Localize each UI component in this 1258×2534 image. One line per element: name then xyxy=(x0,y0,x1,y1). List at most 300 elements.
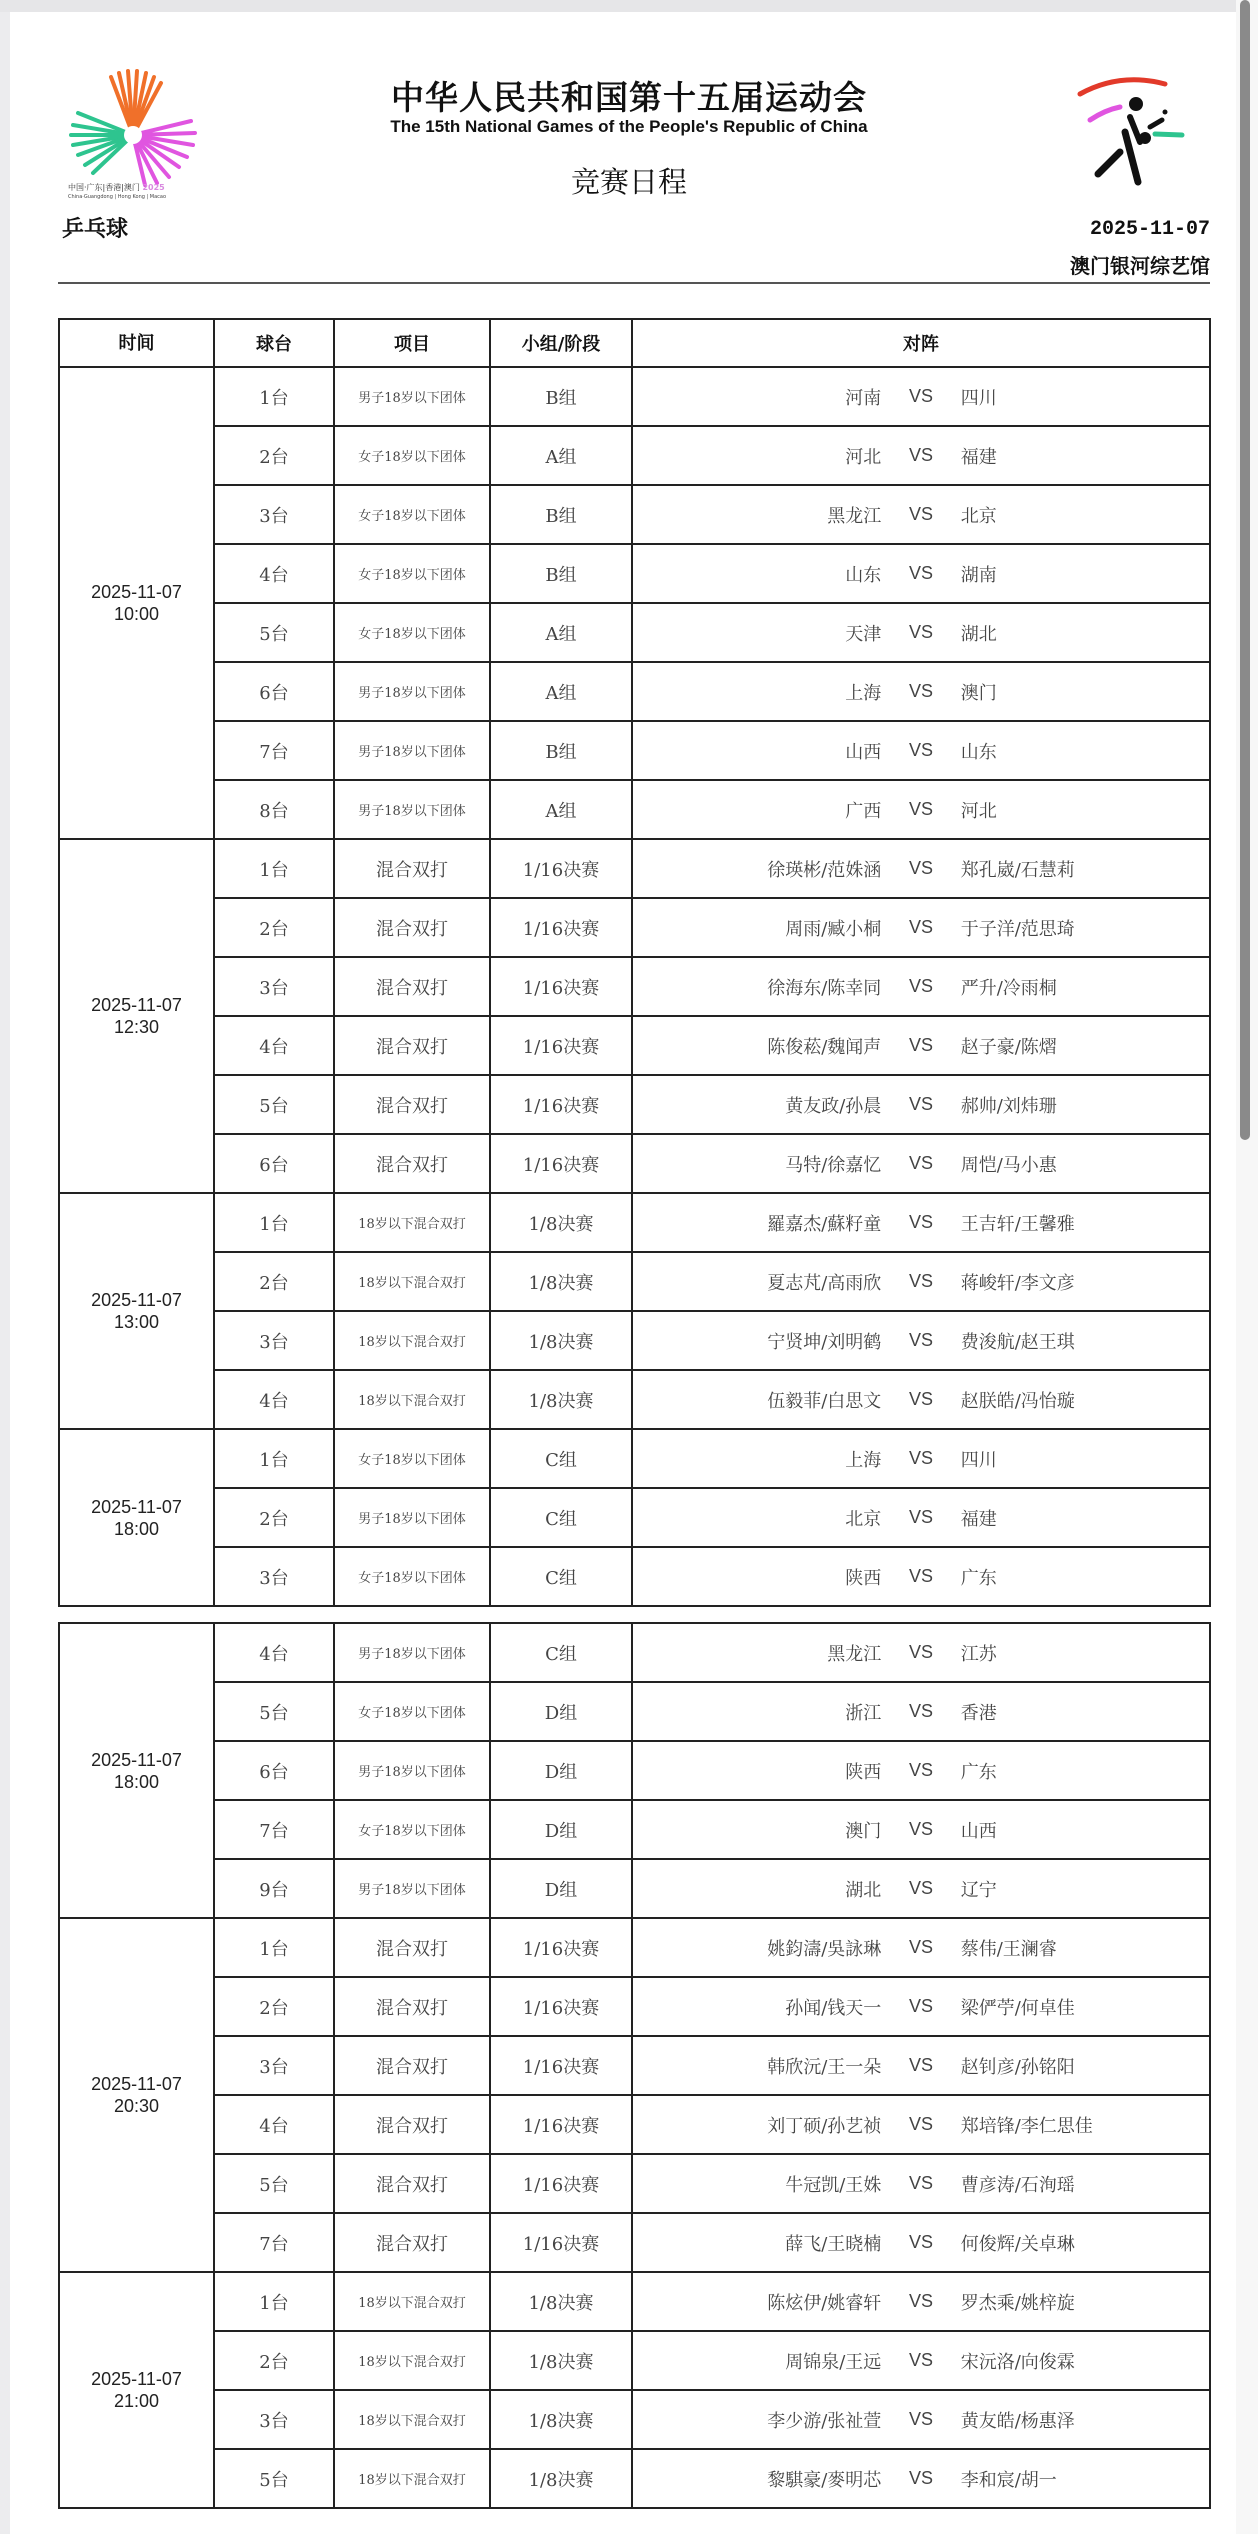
home-side: 上海 xyxy=(845,682,882,704)
vs-label: VS xyxy=(909,858,934,878)
home-side: 姚鈞濤/吳詠琳 xyxy=(767,1938,882,1960)
schedule-date: 2025-11-07 xyxy=(1089,218,1210,241)
away-side: 广东 xyxy=(960,1761,997,1783)
home-side: 黎騏豪/麥明芯 xyxy=(767,2469,882,2491)
matchup xyxy=(633,2466,1209,2492)
event-name: 18岁以下混合双打 xyxy=(334,1193,490,1252)
vs-label: VS xyxy=(909,2409,934,2429)
table-row xyxy=(59,780,1210,839)
event-name: 男子18岁以下团体 xyxy=(334,721,490,780)
vs-label: VS xyxy=(909,1448,934,1468)
event-name: 女子18岁以下团体 xyxy=(334,603,490,662)
schedule-table-continued xyxy=(58,1622,1211,2509)
matchup-cell xyxy=(632,1370,1210,1429)
vs-label: VS xyxy=(909,976,934,996)
table-row xyxy=(59,1370,1210,1429)
matchup xyxy=(633,1210,1209,1236)
page-subtitle: 竞赛日程 xyxy=(570,165,687,199)
table-row xyxy=(59,1623,1210,1682)
group-stage: 1/8决赛 xyxy=(490,1311,632,1370)
event-name: 混合双打 xyxy=(334,1918,490,1977)
away-side: 赵朕皓/冯怡璇 xyxy=(960,1390,1075,1412)
table-row xyxy=(59,2095,1210,2154)
home-side: 广西 xyxy=(845,800,882,822)
group-stage: D组 xyxy=(490,1741,632,1800)
home-side: 周锦泉/王远 xyxy=(785,2351,882,2373)
away-side: 福建 xyxy=(960,446,997,468)
matchup xyxy=(633,1817,1209,1843)
event-name: 18岁以下混合双打 xyxy=(334,1370,490,1429)
event-name: 混合双打 xyxy=(334,839,490,898)
group-stage: D组 xyxy=(490,1800,632,1859)
group-stage: 1/8决赛 xyxy=(490,2272,632,2331)
table-row xyxy=(59,603,1210,662)
event-name: 混合双打 xyxy=(334,1075,490,1134)
event-name: 女子18岁以下团体 xyxy=(334,1547,490,1606)
group-stage: 1/8决赛 xyxy=(490,1370,632,1429)
home-side: 黑龙江 xyxy=(827,505,882,527)
vertical-scrollbar[interactable] xyxy=(1236,0,1258,2534)
table-number: 6台 xyxy=(214,1741,334,1800)
scrollbar-thumb[interactable] xyxy=(1240,0,1250,1140)
table-row xyxy=(59,1252,1210,1311)
group-stage: C组 xyxy=(490,1623,632,1682)
matchup-cell xyxy=(632,2095,1210,2154)
matchup-cell xyxy=(632,1682,1210,1741)
vs-label: VS xyxy=(909,2173,934,2193)
table-row xyxy=(59,1016,1210,1075)
event-name: 女子18岁以下团体 xyxy=(334,426,490,485)
table-row xyxy=(59,721,1210,780)
home-side: 宁贤坤/刘明鹤 xyxy=(767,1331,882,1353)
group-stage: 1/8决赛 xyxy=(490,1193,632,1252)
matchup-cell xyxy=(632,2390,1210,2449)
vs-label: VS xyxy=(909,1760,934,1780)
event-name: 混合双打 xyxy=(334,1016,490,1075)
away-side: 王吉轩/王馨雅 xyxy=(960,1213,1075,1235)
table-number: 4台 xyxy=(214,2095,334,2154)
matchup xyxy=(633,915,1209,941)
group-stage: A组 xyxy=(490,603,632,662)
home-side: 黑龙江 xyxy=(827,1643,882,1665)
group-stage: 1/8决赛 xyxy=(490,1252,632,1311)
table-number: 1台 xyxy=(214,367,334,426)
matchup xyxy=(633,1640,1209,1666)
vs-label: VS xyxy=(909,799,934,819)
event-name: 男子18岁以下团体 xyxy=(334,1623,490,1682)
table-number: 3台 xyxy=(214,957,334,1016)
group-stage: B组 xyxy=(490,544,632,603)
matchup-cell xyxy=(632,1977,1210,2036)
group-stage: A组 xyxy=(490,426,632,485)
home-side: 陈俊菘/魏闻声 xyxy=(767,1036,882,1058)
matchup-cell xyxy=(632,1488,1210,1547)
event-name: 混合双打 xyxy=(334,898,490,957)
matchup xyxy=(633,443,1209,469)
header-divider xyxy=(58,282,1210,284)
logo-tagline-en: China·Guangdong | Hong Kong | Macao xyxy=(68,194,167,200)
table-number: 5台 xyxy=(214,1682,334,1741)
table-row xyxy=(59,1682,1210,1741)
event-name: 男子18岁以下团体 xyxy=(334,1859,490,1918)
event-name: 男子18岁以下团体 xyxy=(334,780,490,839)
home-side: 陈炫伊/姚睿轩 xyxy=(767,2292,882,2314)
table-number: 1台 xyxy=(214,1429,334,1488)
matchup-cell xyxy=(632,1918,1210,1977)
matchup xyxy=(633,2407,1209,2433)
matchup xyxy=(633,561,1209,587)
group-stage: 1/8决赛 xyxy=(490,2449,632,2508)
table-row xyxy=(59,839,1210,898)
table-number: 1台 xyxy=(214,1193,334,1252)
matchup xyxy=(633,1446,1209,1472)
session-date: 2025-11-07 xyxy=(91,2074,182,2094)
table-number: 3台 xyxy=(214,1547,334,1606)
event-name: 混合双打 xyxy=(334,957,490,1016)
away-side: 湖南 xyxy=(960,564,997,586)
table-row xyxy=(59,426,1210,485)
matchup-cell xyxy=(632,1252,1210,1311)
away-side: 四川 xyxy=(960,1449,997,1471)
table-number: 4台 xyxy=(214,1370,334,1429)
matchup xyxy=(633,1328,1209,1354)
table-row xyxy=(59,2213,1210,2272)
away-side: 黄友皓/杨惠泽 xyxy=(960,2410,1075,2432)
event-name: 男子18岁以下团体 xyxy=(334,1488,490,1547)
away-side: 湖北 xyxy=(960,623,997,645)
matchup xyxy=(633,797,1209,823)
away-side: 费浚航/赵王琪 xyxy=(960,1331,1075,1353)
group-stage: 1/16决赛 xyxy=(490,898,632,957)
table-number: 5台 xyxy=(214,2449,334,2508)
matchup-cell xyxy=(632,1800,1210,1859)
away-side: 郝帅/刘炜珊 xyxy=(960,1095,1057,1117)
table-row xyxy=(59,1134,1210,1193)
home-side: 伍毅菲/白思文 xyxy=(767,1390,882,1412)
matchup-cell xyxy=(632,1429,1210,1488)
home-side: 周雨/臧小桐 xyxy=(785,918,882,940)
matchup xyxy=(633,1033,1209,1059)
matchup xyxy=(633,1994,1209,2020)
matchup xyxy=(633,1269,1209,1295)
group-stage: B组 xyxy=(490,485,632,544)
home-side: 河南 xyxy=(845,387,882,409)
matchup-cell xyxy=(632,662,1210,721)
table-number: 5台 xyxy=(214,603,334,662)
matchup xyxy=(633,679,1209,705)
home-side: 韩欣沅/王一朵 xyxy=(767,2056,882,2078)
event-name: 男子18岁以下团体 xyxy=(334,1741,490,1800)
schedule-table xyxy=(58,318,1211,1607)
session-time: 21:00 xyxy=(113,2391,160,2411)
table-row xyxy=(59,1741,1210,1800)
table-row xyxy=(59,2036,1210,2095)
vs-label: VS xyxy=(909,504,934,524)
table-number: 4台 xyxy=(214,544,334,603)
matchup-cell xyxy=(632,2213,1210,2272)
away-side: 澳门 xyxy=(960,682,997,704)
home-side: 徐海东/陈幸同 xyxy=(767,977,882,999)
matchup-cell xyxy=(632,1075,1210,1134)
table-row xyxy=(59,485,1210,544)
group-stage: 1/16决赛 xyxy=(490,2154,632,2213)
table-number: 7台 xyxy=(214,2213,334,2272)
table-number: 2台 xyxy=(214,1488,334,1547)
away-side: 赵子豪/陈熠 xyxy=(960,1036,1057,1058)
matchup xyxy=(633,1935,1209,1961)
matchup xyxy=(633,2171,1209,2197)
vs-label: VS xyxy=(909,2055,934,2075)
session-time-cell xyxy=(59,367,214,839)
vs-label: VS xyxy=(909,1642,934,1662)
matchup-cell xyxy=(632,898,1210,957)
group-stage: B组 xyxy=(490,367,632,426)
vs-label: VS xyxy=(909,1507,934,1527)
event-name: 18岁以下混合双打 xyxy=(334,2272,490,2331)
matchup-cell xyxy=(632,485,1210,544)
home-side: 浙江 xyxy=(845,1702,882,1724)
vs-label: VS xyxy=(909,1212,934,1232)
logo-tagline-year: 2025 xyxy=(142,183,165,192)
home-side: 黄友政/孙晨 xyxy=(785,1095,882,1117)
matchup-cell xyxy=(632,1311,1210,1370)
away-side: 于子洋/范思琦 xyxy=(960,918,1075,940)
away-side: 李和宸/胡一 xyxy=(960,2469,1057,2491)
group-stage: B组 xyxy=(490,721,632,780)
group-stage: 1/16决赛 xyxy=(490,1134,632,1193)
event-name: 女子18岁以下团体 xyxy=(334,544,490,603)
matchup xyxy=(633,1876,1209,1902)
group-stage: 1/8决赛 xyxy=(490,2331,632,2390)
session-time-cell xyxy=(59,1918,214,2272)
table-number: 3台 xyxy=(214,1311,334,1370)
vs-label: VS xyxy=(909,386,934,406)
session-date: 2025-11-07 xyxy=(91,2369,182,2389)
away-side: 北京 xyxy=(960,505,997,527)
vs-label: VS xyxy=(909,2350,934,2370)
matchup-cell xyxy=(632,1193,1210,1252)
vs-label: VS xyxy=(909,2291,934,2311)
table-number: 5台 xyxy=(214,1075,334,1134)
matchup-cell xyxy=(632,1623,1210,1682)
page-title-en: The 15th National Games of the People's Republic of China xyxy=(390,117,868,136)
away-side: 何俊辉/关卓琳 xyxy=(960,2233,1075,2255)
table-number: 2台 xyxy=(214,1252,334,1311)
table-number: 4台 xyxy=(214,1623,334,1682)
table-number: 9台 xyxy=(214,1859,334,1918)
group-stage: 1/16决赛 xyxy=(490,1977,632,2036)
session-time-cell xyxy=(59,1623,214,1918)
matchup-cell xyxy=(632,839,1210,898)
home-side: 夏志芃/高雨欣 xyxy=(767,1272,882,1294)
table-number: 2台 xyxy=(214,426,334,485)
vs-label: VS xyxy=(909,2114,934,2134)
away-side: 严升/冷雨桐 xyxy=(960,977,1057,999)
matchup xyxy=(633,1564,1209,1590)
matchup-cell xyxy=(632,2154,1210,2213)
table-row xyxy=(59,2331,1210,2390)
event-name: 18岁以下混合双打 xyxy=(334,2390,490,2449)
table-number: 6台 xyxy=(214,662,334,721)
matchup-cell xyxy=(632,544,1210,603)
away-side: 赵钊彦/孙铭阳 xyxy=(960,2056,1075,2078)
matchup-cell xyxy=(632,603,1210,662)
vs-label: VS xyxy=(909,2468,934,2488)
table-row xyxy=(59,1075,1210,1134)
page-title: 中华人民共和国第十五届运动会 xyxy=(391,78,867,117)
table-header-row xyxy=(59,319,1210,367)
vs-label: VS xyxy=(909,2232,934,2252)
matchup xyxy=(633,384,1209,410)
table-number: 7台 xyxy=(214,1800,334,1859)
table-number: 1台 xyxy=(214,2272,334,2331)
home-side: 北京 xyxy=(845,1508,882,1530)
event-name: 混合双打 xyxy=(334,2213,490,2272)
session-time: 12:30 xyxy=(113,1017,160,1037)
away-side: 山西 xyxy=(960,1820,997,1842)
vs-label: VS xyxy=(909,681,934,701)
home-side: 山西 xyxy=(845,741,882,763)
table-number: 8台 xyxy=(214,780,334,839)
matchup-cell xyxy=(632,426,1210,485)
vs-label: VS xyxy=(909,445,934,465)
table-row xyxy=(59,1193,1210,1252)
session-date: 2025-11-07 xyxy=(91,582,182,602)
table-number: 3台 xyxy=(214,485,334,544)
matchup-cell xyxy=(632,1859,1210,1918)
table-number: 2台 xyxy=(214,898,334,957)
group-stage: 1/16决赛 xyxy=(490,2095,632,2154)
matchup xyxy=(633,856,1209,882)
away-side: 江苏 xyxy=(960,1643,997,1665)
group-stage: C组 xyxy=(490,1488,632,1547)
event-name: 混合双打 xyxy=(334,1134,490,1193)
table-number: 1台 xyxy=(214,1918,334,1977)
vs-label: VS xyxy=(909,1153,934,1173)
table-row xyxy=(59,1547,1210,1606)
matchup-cell xyxy=(632,1741,1210,1800)
vs-label: VS xyxy=(909,1996,934,2016)
group-stage: D组 xyxy=(490,1859,632,1918)
away-side: 山东 xyxy=(960,741,997,763)
table-row xyxy=(59,662,1210,721)
event-name: 女子18岁以下团体 xyxy=(334,1429,490,1488)
session-time: 13:00 xyxy=(113,1312,160,1332)
session-date: 2025-11-07 xyxy=(91,1496,182,1517)
matchup xyxy=(633,738,1209,764)
home-side: 薛飞/王晓楠 xyxy=(785,2233,882,2255)
matchup-cell xyxy=(632,2036,1210,2095)
table-row xyxy=(59,1311,1210,1370)
group-stage: 1/16决赛 xyxy=(490,1918,632,1977)
vs-label: VS xyxy=(909,1330,934,1350)
home-side: 徐瑛彬/范姝涵 xyxy=(767,859,882,881)
table-row xyxy=(59,1429,1210,1488)
session-time-cell xyxy=(59,1193,214,1429)
event-name: 男子18岁以下团体 xyxy=(334,367,490,426)
matchup xyxy=(633,1092,1209,1118)
matchup xyxy=(633,2230,1209,2256)
event-name: 18岁以下混合双打 xyxy=(334,2331,490,2390)
away-side: 福建 xyxy=(960,1508,997,1530)
table-row xyxy=(59,1800,1210,1859)
matchup-cell xyxy=(632,2449,1210,2508)
session-time-cell xyxy=(59,1429,214,1606)
away-side: 郑培锋/李仁思佳 xyxy=(960,2115,1093,2137)
home-side: 陕西 xyxy=(845,1567,882,1589)
group-stage: C组 xyxy=(490,1429,632,1488)
matchup xyxy=(633,1505,1209,1531)
away-side: 梁俨苧/何卓佳 xyxy=(960,1997,1075,2019)
vs-label: VS xyxy=(909,917,934,937)
vs-label: VS xyxy=(909,563,934,583)
home-side: 湖北 xyxy=(845,1879,882,1901)
event-name: 女子18岁以下团体 xyxy=(334,1682,490,1741)
home-side: 山东 xyxy=(845,564,882,586)
table-number: 3台 xyxy=(214,2036,334,2095)
event-name: 18岁以下混合双打 xyxy=(334,1252,490,1311)
table-number: 7台 xyxy=(214,721,334,780)
matchup-cell xyxy=(632,780,1210,839)
event-name: 女子18岁以下团体 xyxy=(334,1800,490,1859)
matchup-cell xyxy=(632,367,1210,426)
event-name: 混合双打 xyxy=(334,2095,490,2154)
session-date: 2025-11-07 xyxy=(91,995,182,1015)
session-time-cell xyxy=(59,2272,214,2508)
vs-label: VS xyxy=(909,1094,934,1114)
group-stage: D组 xyxy=(490,1682,632,1741)
home-side: 澳门 xyxy=(845,1820,882,1842)
vs-label: VS xyxy=(909,1937,934,1957)
home-side: 马特/徐嘉忆 xyxy=(785,1154,882,1176)
home-side: 孙闻/钱天一 xyxy=(785,1997,882,2019)
matchup-cell xyxy=(632,1016,1210,1075)
table-row xyxy=(59,1859,1210,1918)
matchup xyxy=(633,2348,1209,2374)
group-stage: A组 xyxy=(490,662,632,721)
matchup-cell xyxy=(632,957,1210,1016)
session-time: 18:00 xyxy=(113,1771,160,1792)
matchup-cell xyxy=(632,1547,1210,1606)
vs-label: VS xyxy=(909,1271,934,1291)
away-side: 蔡伟/王澜睿 xyxy=(960,1938,1057,1960)
group-stage: C组 xyxy=(490,1547,632,1606)
home-side: 上海 xyxy=(845,1449,882,1471)
home-side: 牛冠凯/王姝 xyxy=(785,2174,882,2196)
table-row xyxy=(59,2449,1210,2508)
table-number: 5台 xyxy=(214,2154,334,2213)
matchup xyxy=(633,620,1209,646)
group-stage: 1/16决赛 xyxy=(490,2213,632,2272)
home-side: 天津 xyxy=(845,623,882,645)
vs-label: VS xyxy=(909,1701,934,1721)
away-side: 曹彦涛/石洵瑶 xyxy=(960,2174,1075,2196)
away-side: 宋沅洛/向俊霖 xyxy=(960,2351,1075,2373)
event-name: 18岁以下混合双打 xyxy=(334,1311,490,1370)
logo-tagline-cn: 中国·广东|香港|澳门 xyxy=(68,183,140,192)
home-side: 羅嘉杰/蘇籽童 xyxy=(767,1213,882,1235)
event-name: 18岁以下混合双打 xyxy=(334,2449,490,2508)
session-date: 2025-11-07 xyxy=(91,1290,182,1310)
group-stage: A组 xyxy=(490,780,632,839)
matchup xyxy=(633,502,1209,528)
table-row xyxy=(59,898,1210,957)
table-number: 2台 xyxy=(214,1977,334,2036)
matchup-cell xyxy=(632,721,1210,780)
matchup xyxy=(633,1699,1209,1725)
column-header-table: 球台 xyxy=(214,319,334,367)
away-side: 香港 xyxy=(960,1702,997,1724)
